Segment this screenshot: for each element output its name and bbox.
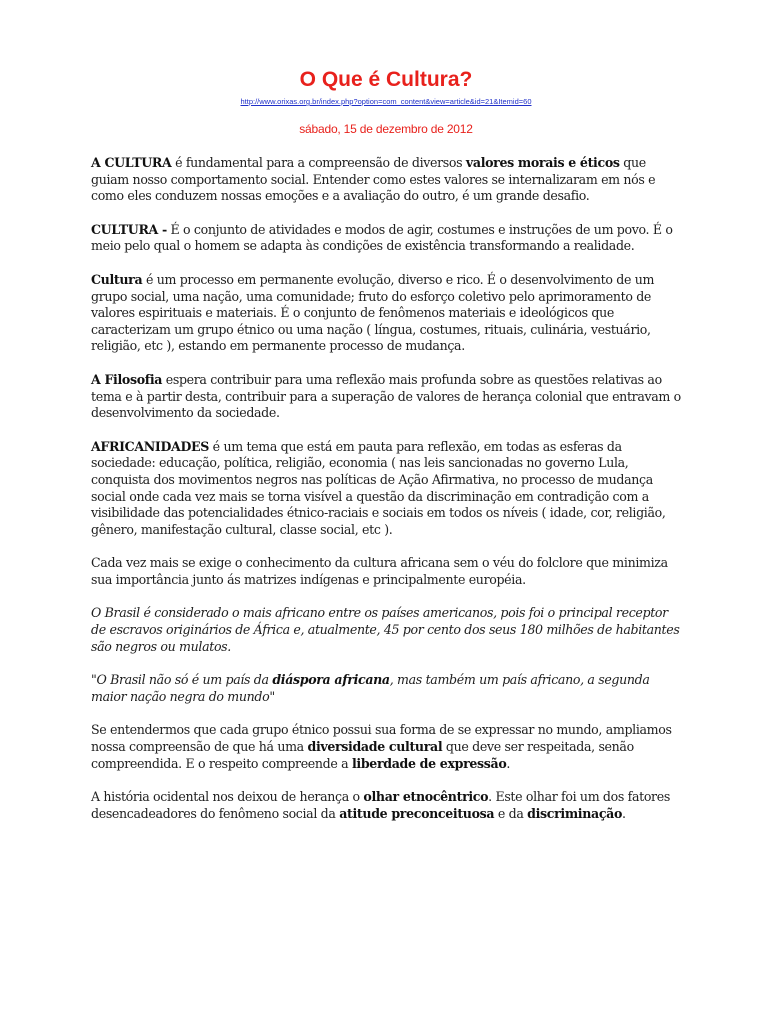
paragraph-text: e da — [494, 805, 528, 821]
paragraph-cultura-process — [91, 272, 681, 355]
paragraph-text: espera contribuir para uma reflexão mais profunda sobre as questões relativas ao tema e à partir desta, contribuir para a superação de valores de herança colonial que entravam o desenvolvimento da sociedade. — [91, 371, 681, 421]
paragraph-text: é um processo em permanente evolução, diverso e rico. É o desenvolvimento de um grupo social, uma nação, uma comunidade; fruto do esforço coletivo pelo aprimoramento de valores espirituais e materiais. É o conjunto de fenômenos materiais e ideológicos que caracterizam um grupo étnico ou uma nação ( língua, costumes, rituais, culinária, vestuário, religião, etc ), estando em permanente processo de mudança. — [91, 271, 655, 354]
document-page — [91, 66, 681, 839]
bold-term: olhar etnocêntrico — [363, 789, 489, 805]
bold-term: atitude preconceituosa — [339, 805, 495, 821]
paragraph-quote-diaspora — [91, 672, 681, 705]
paragraph-cultura-intro — [91, 155, 681, 205]
paragraph-text: , mas também um país africano, a segunda maior nação negra do mundo" — [91, 672, 650, 704]
paragraph-text: . — [506, 755, 511, 771]
paragraph-text: é um tema que está em pauta para reflexão, em todas as esferas da sociedade: educação, política, religião, economia ( nas leis sancionadas no governo Lula, conquista dos movimentos negros nas políticas de Ação Afirmativa, no processo de mudança social onde cada vez mais se torna visível a questão da discriminação em contradição com a visibilidade das potencialidades étnico-raciais e sociais em todos os níveis ( idade, cor, religião, gênero, manifestação cultural, classe social, etc ). — [91, 438, 666, 537]
paragraph-africanidades — [91, 439, 681, 539]
source-link[interactable]: http://www.orixas.org.br/index.php?option=com_content&view=article&id=21&Itemid=60 — [240, 97, 532, 106]
bold-term: Cultura — [91, 271, 143, 287]
paragraph-cultura-africana — [91, 555, 681, 588]
post-date: sábado, 15 de dezembro de 2012 — [299, 122, 473, 136]
bold-term: A Filosofia — [91, 371, 163, 387]
paragraph-text: . — [622, 805, 626, 821]
paragraph-filosofia — [91, 372, 681, 422]
paragraph-text: A história ocidental nos deixou de herança o — [91, 789, 364, 805]
paragraph-brasil-africano — [91, 605, 681, 655]
bold-term: diversidade cultural — [307, 739, 443, 755]
bold-term: valores morais e éticos — [465, 155, 620, 170]
paragraph-diversidade — [91, 722, 681, 772]
document-title: O Que é Cultura? — [299, 68, 473, 91]
bold-term: CULTURA - — [91, 221, 167, 237]
bold-term: AFRICANIDADES — [91, 438, 210, 454]
paragraph-text: . Este olhar foi um dos fatores desencadeadores do fenômeno social da — [91, 789, 670, 821]
bold-term: discriminação — [527, 805, 623, 821]
source-url — [91, 96, 681, 108]
paragraph-text: "O Brasil não só é um país da — [91, 672, 273, 688]
bold-term: A CULTURA — [91, 155, 172, 170]
paragraph-cultura-definition — [91, 222, 681, 255]
paragraph-text: O Brasil é considerado o mais africano entre os países americanos, pois foi o principal receptor de escravos originários de África e, atualmente, 45 por cento dos seus 180 milhões de habitantes são negros ou mulatos. — [91, 605, 680, 654]
bold-term: liberdade de expressão — [351, 755, 507, 771]
paragraph-text: Se entendermos que cada grupo étnico possui sua forma de se expressar no mundo, ampliamos nossa compreensão de que há uma — [91, 722, 672, 755]
bold-term: diáspora africana — [272, 672, 390, 688]
paragraph-text: Cada vez mais se exige o conhecimento da cultura africana sem o véu do folclore que minimiza sua importância junto ás matrizes indígenas e principalmente européia. — [91, 555, 668, 587]
paragraph-text: que guiam nosso comportamento social. Entender como estes valores se internalizaram em nós e como eles conduzem nossas emoções e a avaliação do outro, é um grande desafio. — [91, 155, 656, 204]
paragraph-text: É o conjunto de atividades e modos de agir, costumes e instruções de um povo. É o meio pelo qual o homem se adapta às condições de existência transformando a realidade. — [91, 221, 673, 254]
paragraph-historia — [91, 789, 681, 822]
paragraph-text: que deve ser respeitada, senão compreendida. E o respeito compreende a — [91, 739, 634, 771]
paragraph-text: é fundamental para a compreensão de diversos — [171, 155, 466, 170]
